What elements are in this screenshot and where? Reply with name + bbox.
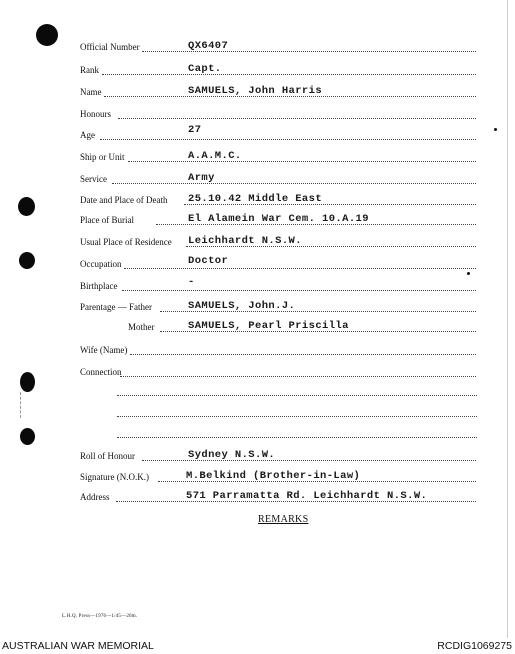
- field-label: Honours: [80, 109, 111, 119]
- field-label: Address: [80, 492, 110, 502]
- field-value: SAMUELS, John.J.: [188, 300, 296, 312]
- punch-hole-mid-left: [19, 252, 35, 269]
- field-address: [80, 491, 476, 505]
- field-value: 25.10.42 Middle East: [188, 193, 323, 205]
- punch-hole-bottom-left: [20, 428, 35, 445]
- field-signature: [80, 471, 476, 485]
- field-label: Rank: [80, 65, 99, 75]
- field-label: Age: [80, 130, 95, 140]
- field-wife: [80, 344, 476, 358]
- field-label: Name: [80, 87, 102, 97]
- field-value: Doctor: [188, 255, 229, 267]
- ink-speck: [467, 272, 470, 275]
- field-label: Roll of Honour: [80, 451, 135, 461]
- field-place-of-burial: [80, 214, 476, 228]
- remarks-heading: REMARKS: [258, 514, 309, 525]
- field-label: Occupation: [80, 259, 122, 269]
- field-age: [80, 124, 476, 143]
- field-label: Place of Burial: [80, 215, 134, 225]
- field-honours: [80, 108, 476, 122]
- field-value: El Alamein War Cem. 10.A.19: [188, 213, 369, 225]
- field-mother: [80, 321, 476, 335]
- field-label: Ship or Unit: [80, 152, 125, 162]
- field-value: M.Belkind (Brother-in-Law): [186, 470, 361, 482]
- field-ship-or-unit: [80, 151, 476, 165]
- field-value: 571 Parramatta Rd. Leichhardt N.S.W.: [186, 490, 428, 502]
- field-connection: [80, 366, 476, 380]
- field-service: [80, 173, 476, 187]
- field-value: SAMUELS, John Harris: [188, 85, 323, 97]
- punch-hole-top: [36, 24, 58, 46]
- field-label: Official Number: [80, 42, 140, 52]
- footer-record-id: RCDIG1069275: [437, 640, 512, 652]
- field-official-number: [80, 41, 476, 55]
- ink-speck: [494, 128, 497, 131]
- field-value: Sydney N.S.W.: [188, 449, 276, 461]
- field-rank: [80, 64, 476, 78]
- field-name: [80, 86, 476, 100]
- field-value: Leichhardt N.S.W.: [188, 235, 302, 247]
- field-value: Army: [188, 172, 215, 184]
- field-birthplace: [80, 276, 476, 294]
- field-label: Mother: [128, 322, 155, 332]
- printer-imprint: L.H.Q. Press—1976—1/45—20m.: [62, 614, 138, 619]
- connection-blank-line: [117, 416, 477, 417]
- field-value: A.A.M.C.: [188, 150, 242, 162]
- field-label: Signature (N.O.K.): [80, 472, 149, 482]
- field-value: QX6407: [188, 40, 229, 52]
- field-date-place-death: [80, 194, 476, 208]
- field-occupation: [80, 255, 476, 272]
- connection-blank-line: [117, 395, 477, 396]
- field-label: Wife (Name): [80, 345, 128, 355]
- punch-hole-lower-left: [20, 372, 35, 392]
- field-father: [80, 301, 476, 315]
- binding-mark: [20, 392, 24, 418]
- field-value: -: [188, 276, 195, 288]
- field-roll-of-honour: [80, 450, 476, 464]
- field-label: Service: [80, 174, 107, 184]
- field-label: Date and Place of Death: [80, 195, 168, 205]
- field-label: Usual Place of Residence: [80, 237, 172, 247]
- field-value: SAMUELS, Pearl Priscilla: [188, 320, 349, 332]
- field-label: Parentage — Father: [80, 302, 152, 312]
- punch-hole-upper-left: [18, 197, 35, 216]
- field-label: Connection: [80, 367, 122, 377]
- field-value: Capt.: [188, 63, 222, 75]
- field-usual-residence: [80, 236, 476, 250]
- footer-institution: AUSTRALIAN WAR MEMORIAL: [2, 640, 154, 652]
- field-label: Birthplace: [80, 281, 118, 291]
- connection-blank-line: [117, 437, 477, 438]
- field-value: 27: [188, 124, 202, 136]
